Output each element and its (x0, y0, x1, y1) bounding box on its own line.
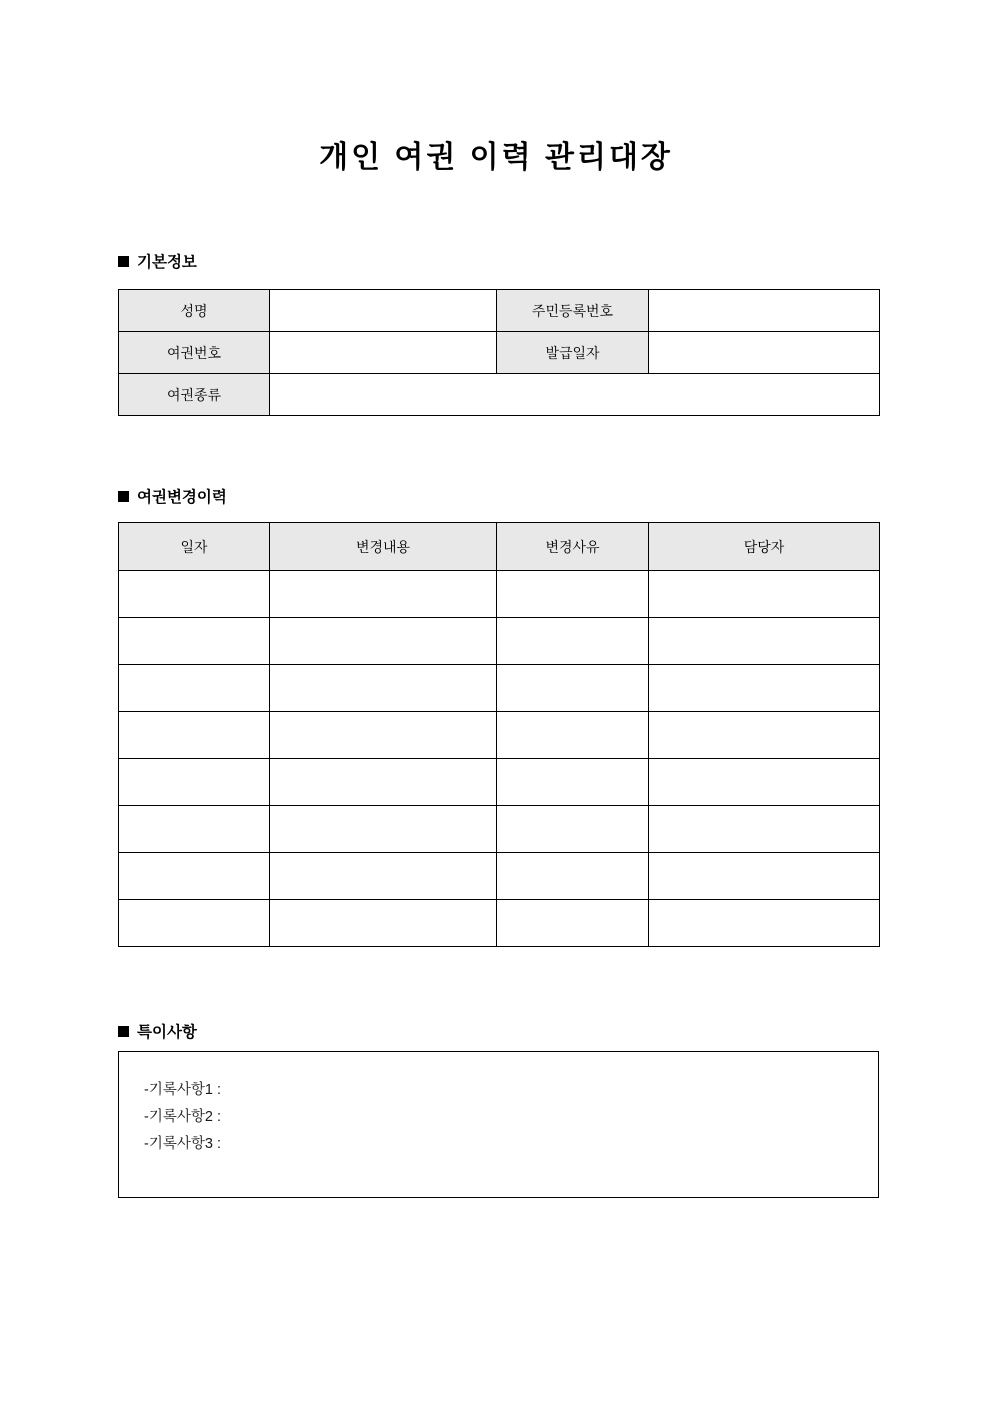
special-notes-box[interactable] (118, 1051, 879, 1198)
change-history-table (118, 522, 880, 947)
column-header-date: 일자 (119, 523, 270, 571)
table-row (119, 759, 880, 806)
cell-change-reason[interactable] (497, 853, 649, 900)
table-row (119, 665, 880, 712)
cell-date[interactable] (119, 665, 270, 712)
cell-change-content[interactable] (270, 712, 497, 759)
cell-person-in-charge[interactable] (649, 900, 880, 947)
table-row (119, 374, 880, 416)
cell-change-reason[interactable] (497, 900, 649, 947)
column-header-change-reason: 변경사유 (497, 523, 649, 571)
label-passport-number: 여권번호 (119, 332, 270, 374)
table-header-row (119, 523, 880, 571)
cell-person-in-charge[interactable] (649, 665, 880, 712)
cell-date[interactable] (119, 853, 270, 900)
table-row (119, 712, 880, 759)
cell-change-content[interactable] (270, 759, 497, 806)
label-resident-registration-number: 주민등록번호 (497, 290, 649, 332)
cell-change-content[interactable] (270, 853, 497, 900)
cell-person-in-charge[interactable] (649, 806, 880, 853)
table-row (119, 853, 880, 900)
value-passport-type[interactable] (270, 374, 880, 416)
cell-date[interactable] (119, 618, 270, 665)
table-row (119, 290, 880, 332)
section-heading-label: 특이사항 (137, 1024, 197, 1041)
label-issue-date: 발급일자 (497, 332, 649, 374)
value-name[interactable] (270, 290, 497, 332)
table-row (119, 618, 880, 665)
cell-change-content[interactable] (270, 900, 497, 947)
value-issue-date[interactable] (649, 332, 880, 374)
cell-change-content[interactable] (270, 618, 497, 665)
square-bullet-icon (118, 256, 129, 267)
table-row (119, 571, 880, 618)
cell-person-in-charge[interactable] (649, 853, 880, 900)
cell-date[interactable] (119, 571, 270, 618)
cell-date[interactable] (119, 712, 270, 759)
page-title: 개인 여권 이력 관리대장 (319, 141, 673, 174)
basic-info-table (118, 289, 880, 416)
section-heading-label: 기본정보 (137, 254, 197, 271)
table-row (119, 332, 880, 374)
cell-change-reason[interactable] (497, 571, 649, 618)
section-heading-special-notes (118, 1020, 197, 1042)
square-bullet-icon (118, 1026, 129, 1037)
note-line-2: -기록사항2 : (144, 1109, 221, 1125)
note-line-1: -기록사항1 : (144, 1082, 221, 1098)
cell-change-reason[interactable] (497, 665, 649, 712)
label-name: 성명 (119, 290, 270, 332)
cell-date[interactable] (119, 806, 270, 853)
cell-person-in-charge[interactable] (649, 759, 880, 806)
label-passport-type: 여권종류 (119, 374, 270, 416)
cell-change-content[interactable] (270, 806, 497, 853)
value-resident-registration-number[interactable] (649, 290, 880, 332)
cell-person-in-charge[interactable] (649, 712, 880, 759)
cell-person-in-charge[interactable] (649, 571, 880, 618)
section-heading-change-history (118, 485, 227, 507)
cell-change-reason[interactable] (497, 618, 649, 665)
cell-date[interactable] (119, 900, 270, 947)
table-row (119, 806, 880, 853)
note-line-3: -기록사항3 : (144, 1136, 221, 1152)
section-heading-basic-info (118, 250, 197, 272)
cell-change-reason[interactable] (497, 759, 649, 806)
cell-date[interactable] (119, 759, 270, 806)
cell-change-content[interactable] (270, 665, 497, 712)
cell-change-reason[interactable] (497, 806, 649, 853)
square-bullet-icon (118, 491, 129, 502)
cell-person-in-charge[interactable] (649, 618, 880, 665)
column-header-change-content: 변경내용 (270, 523, 497, 571)
value-passport-number[interactable] (270, 332, 497, 374)
table-row (119, 900, 880, 947)
section-heading-label: 여권변경이력 (137, 489, 227, 506)
column-header-person-in-charge: 담당자 (649, 523, 880, 571)
cell-change-reason[interactable] (497, 712, 649, 759)
cell-change-content[interactable] (270, 571, 497, 618)
